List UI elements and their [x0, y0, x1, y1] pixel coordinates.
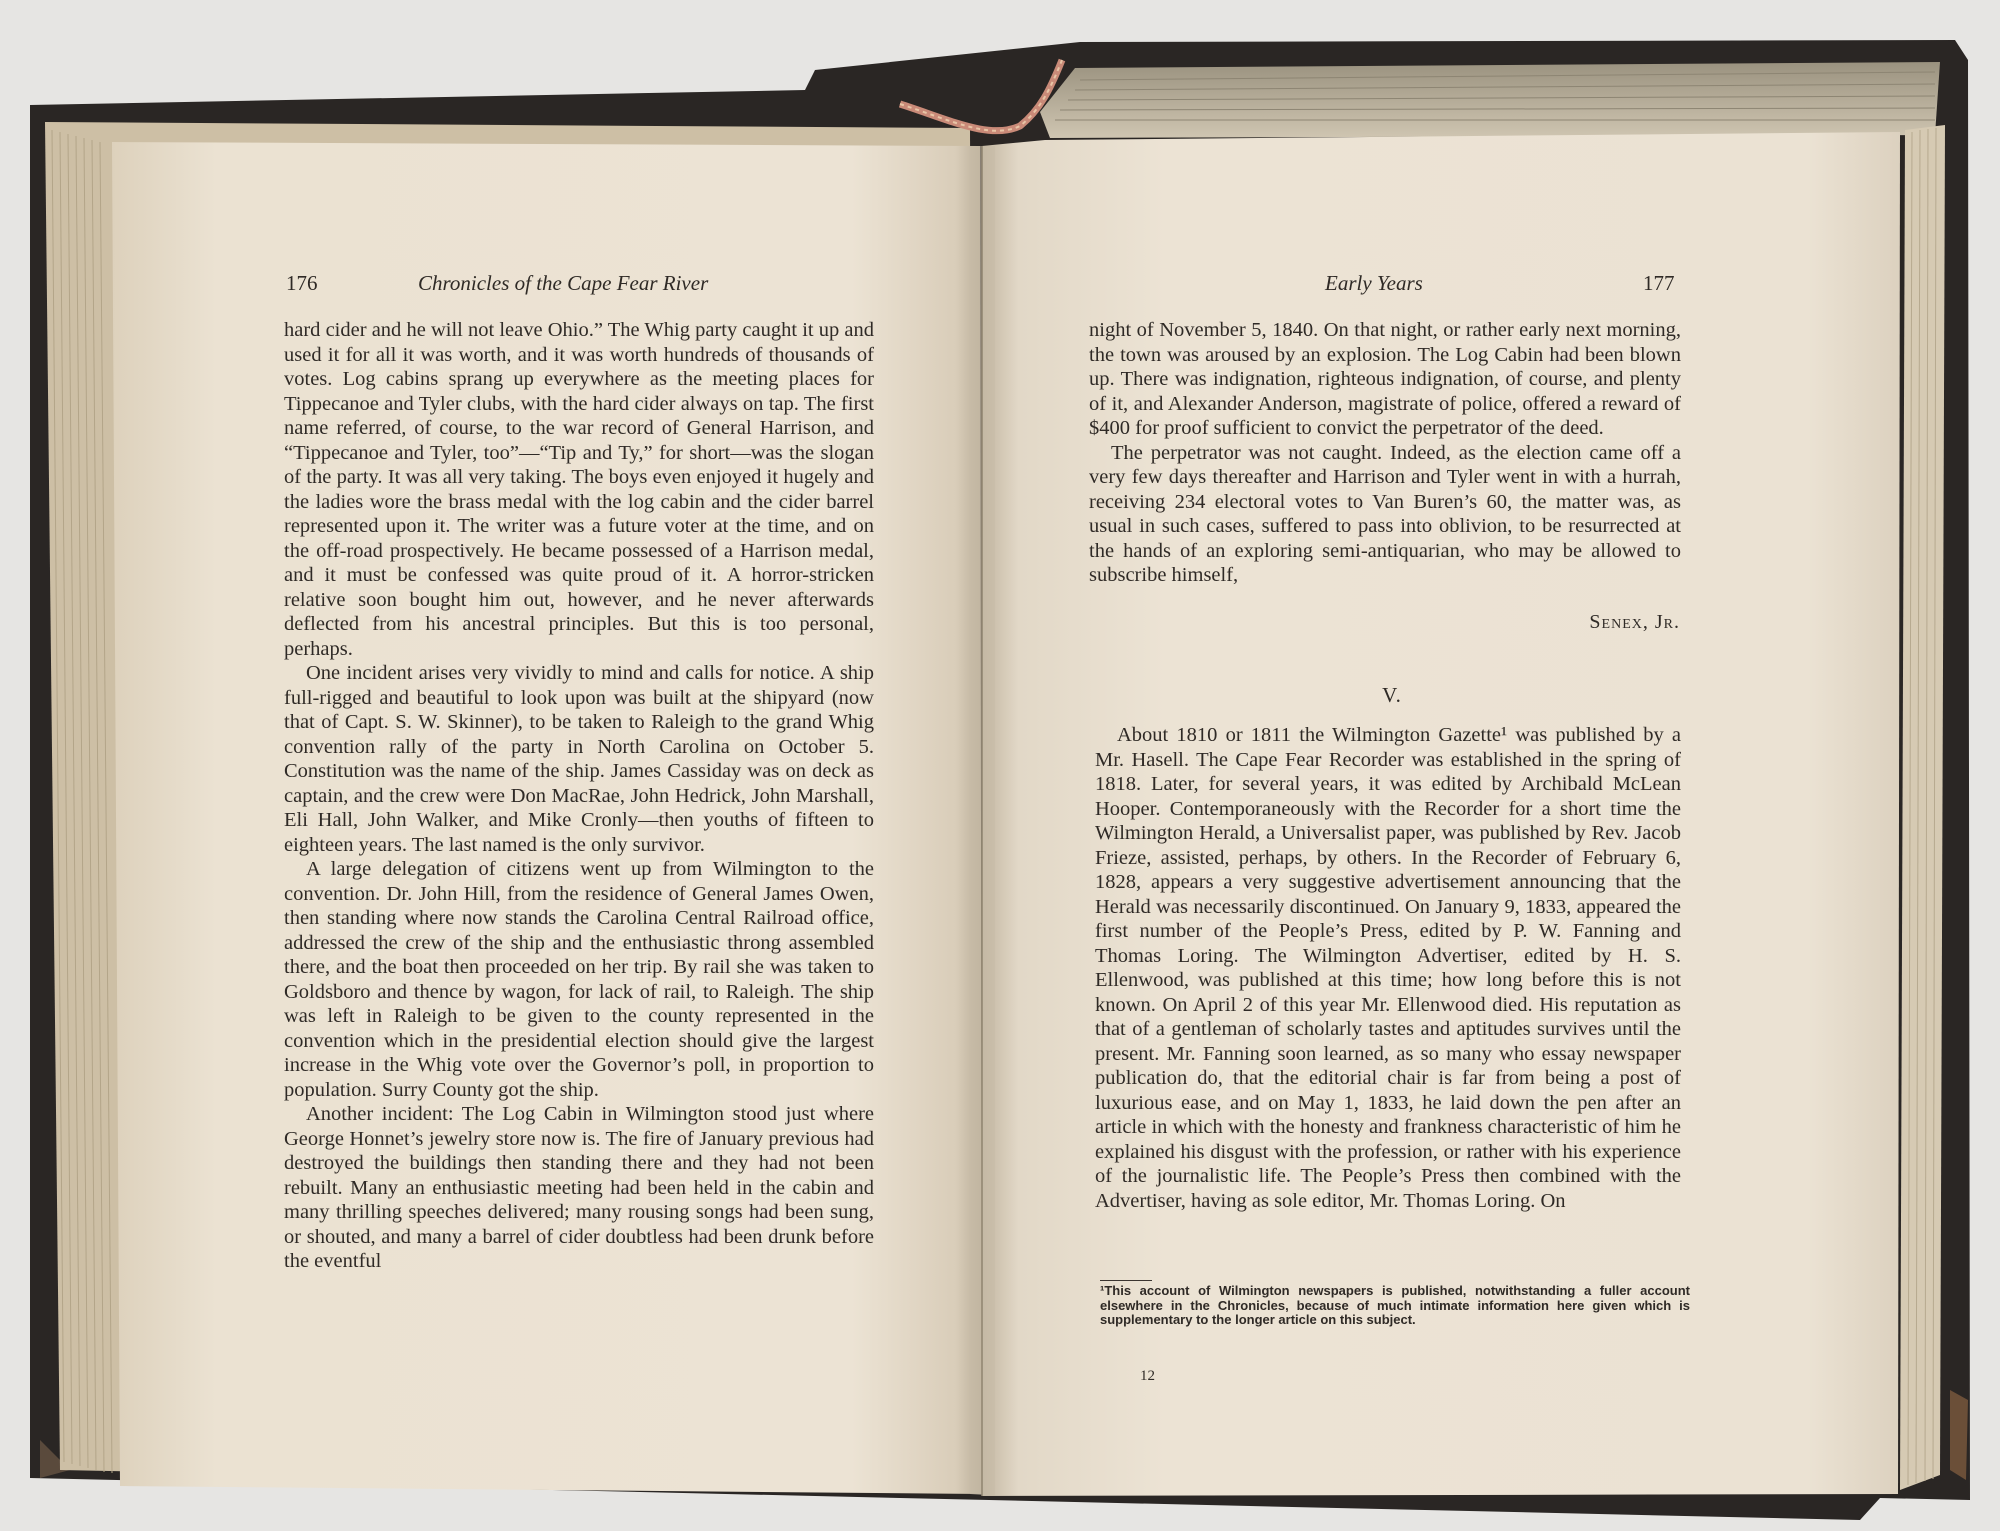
section-body [1095, 723, 1681, 1213]
right-page-body [1089, 318, 1681, 588]
right-page-number: 177 [1643, 271, 1675, 295]
left-running-head: Chronicles of the Cape Fear River [418, 271, 709, 295]
left-paragraph-2: One incident arises very vividly to mind and calls for notice. A ship full-rigged and beautiful to look upon was built at the shipyard (now that of Capt. S. W. Skinner), to be taken to Raleigh to the grand Whig convention rally of the party in North Carolina on October 5. Constitution was the name of the ship. James Cassiday was on deck as captain, and the crew were Don MacRae, John Hedrick, John Marshall, Eli Hall, John Walker, and Mike Cronly—then youths of fifteen to eighteen years. The last named is the only survivor. [284, 662, 874, 856]
left-paragraph-4: Another incident: The Log Cabin in Wilmington stood just where George Honnet’s jewelry store now is. The fire of January previous had destroyed the buildings then standing there and they had not been rebuilt. Many an enthusiastic meeting had been held in the cabin and many thrilling speeches delivered; many rousing songs had been sung, or shouted, and many a barrel of cider doubtless had been drunk before the eventful [284, 1103, 874, 1272]
section-heading: V. [1382, 683, 1402, 707]
footnote: ¹This account of Wilmington newspapers is published, notwithstanding a fuller account elsewhere in the Chronicles, because of much intimate information here given which is supplementary to the longer article on this subject. [1100, 1283, 1690, 1327]
left-paragraph-1: hard cider and he will not leave Ohio.” The Whig party caught it up and used it for all it was worth, and it was worth hundreds of thousands of votes. Log cabins sprang up everywhere as the meeting places for Tippecanoe and Tyler clubs, with the hard cider always on tap. The first name referred, of course, to the war record of General Harrison, and “Tippecanoe and Tyler, too”—“Tip and Ty,” for short—was the slogan of the party. It was all very taking. The boys even enjoyed it hugely and the ladies wore the brass medal with the log cabin and the cider barrel represented upon it. The writer was a future voter at the time, and on the off-road prospectively. He became possessed of a Harrison medal, and it must be confessed was quite proud of it. A horror-stricken relative soon bought him out, however, and he never afterwards deflected from his ancestral principles. But this is too personal, perhaps. [284, 319, 874, 660]
right-paragraph-2: The perpetrator was not caught. Indeed, as the election came off a very few days thereafter and Harrison and Tyler went in with a hurrah, receiving 234 electoral votes to Van Buren’s 60, the matter was, as usual in such cases, suffered to pass into oblivion, to be resurrected at the hands of an exploring semi-antiquarian, who may be allowed to subscribe himself, [1089, 441, 1681, 586]
left-page-number: 176 [286, 271, 318, 295]
signature-mark: 12 [1140, 1368, 1155, 1384]
left-page-body [284, 318, 874, 1274]
section-paragraph: About 1810 or 1811 the Wilmington Gazette¹ was published by a Mr. Hasell. The Cape Fear Recorder was established in the spring of 1818. Later, for several years, it was edited by Archibald McLean Hooper. Contemporaneously with the Recorder for a short time the Wilmington Herald, a Universalist paper, was published by Rev. Jacob Frieze, assisted, perhaps, by others. In the Recorder of February 6, 1828, appears a very suggestive advertisement announcing that the Herald was necessarily discontinued. On January 9, 1833, appeared the first number of the People’s Press, edited by P. W. Fanning and Thomas Loring. The Wilmington Advertiser, edited by H. S. Ellenwood, was published at this time; how long before this is not known. On April 2 of this year Mr. Ellenwood died. His reputation as that of a gentleman of scholarly tastes and aptitudes survives until the present. Mr. Fanning soon learned, as so many who essay newspaper publication do, that the editorial chair is far from being a post of luxurious ease, and on May 1, 1833, he laid down the pen after an article in which with the honesty and frankness characteristic of him he explained his disgust with the profession, or rather with his experience of the journalistic life. The People’s Press then combined with the Advertiser, having as sole editor, Mr. Thomas Loring. On [1095, 724, 1681, 1212]
right-running-head: Early Years [1325, 271, 1423, 295]
left-paragraph-3: A large delegation of citizens went up from Wilmington to the convention. Dr. John Hill, from the residence of General James Owen, then standing where now stands the Carolina Central Railroad office, addressed the crew of the ship and the enthusiastic throng assembled there, and the boat then proceeded on her trip. By rail she was taken to Goldsboro and thence by wagon, for lack of rail, to Raleigh. The ship was left in Raleigh to be given to the county represented in the convention which in the presidential election should give the largest increase in the Whig vote over the Governor’s poll, in proportion to population. Surry County got the ship. [284, 858, 874, 1101]
author-signature: Senex, Jr. [1589, 611, 1680, 633]
right-paragraph-1: night of November 5, 1840. On that night, or rather early next morning, the town was aroused by an explosion. The Log Cabin had been blown up. There was indignation, righteous indignation, of course, and plenty of it, and Alexander Anderson, magistrate of police, offered a reward of $400 for proof sufficient to convict the perpetrator of the deed. [1089, 319, 1681, 439]
footnote-rule [1100, 1280, 1152, 1281]
